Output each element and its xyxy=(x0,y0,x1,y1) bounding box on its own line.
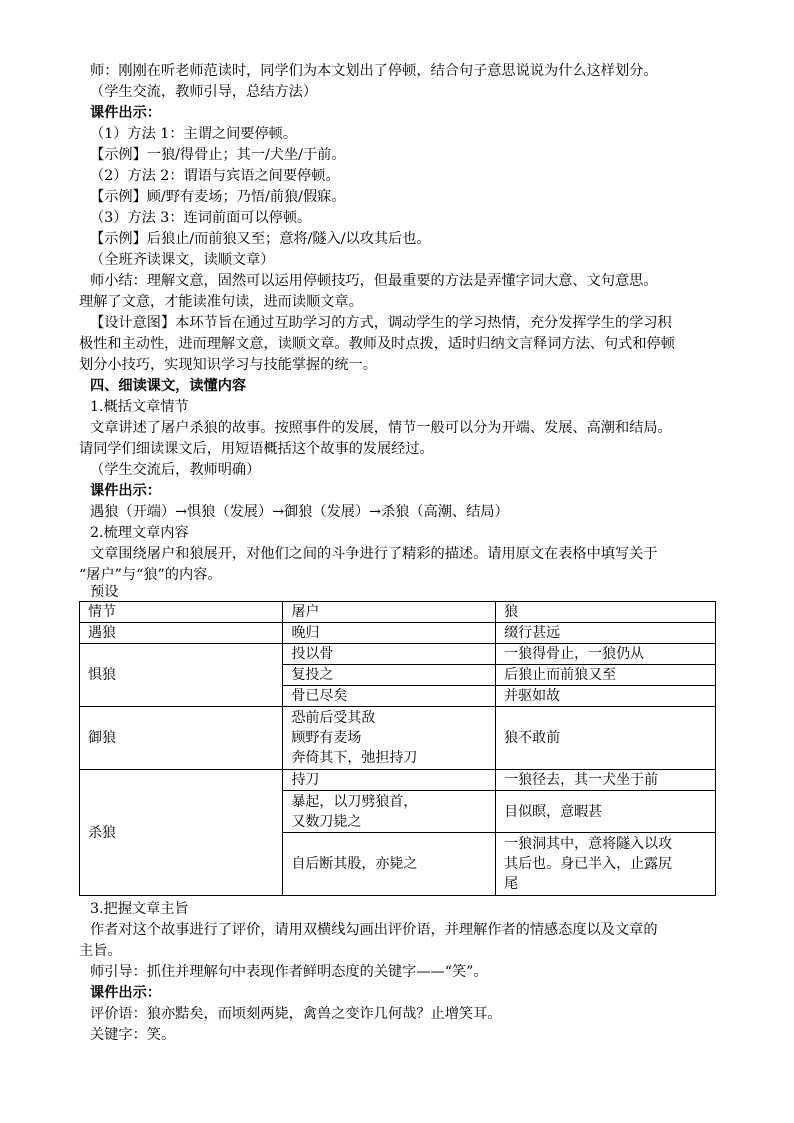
section-heading: 四、细读课文，读懂内容 xyxy=(90,378,247,394)
wolf-cell: 目似瞑，意暇甚 xyxy=(496,791,716,833)
cell-line: 恐前后受其敌 xyxy=(291,710,376,726)
table-row xyxy=(80,623,716,644)
butcher-cell: 持刀 xyxy=(283,770,496,791)
wolf-cell: 缀行甚远 xyxy=(496,623,716,644)
cell-line: 又数刀毙之 xyxy=(291,813,362,830)
design-intent: 划分小技巧，实现知识学习与技能掌握的统一。 xyxy=(79,357,377,373)
paragraph: 师引导：抓住并理解句中表现作者鲜明态度的关键字——“笑”。 xyxy=(90,964,488,980)
wolf-cell: 一狼径去，其一犬坐于前 xyxy=(496,770,716,791)
content-table xyxy=(79,601,716,896)
section-label: 课件出示： xyxy=(90,483,161,499)
stage-cell: 杀狼 xyxy=(80,770,283,896)
wolf-cell: 狼不敢前 xyxy=(496,707,716,770)
paragraph: 文章围绕屠户和狼展开，对他们之间的斗争进行了精彩的描述。请用原文在表格中填写关于 xyxy=(90,546,658,562)
paragraph: 理解了文意，才能读准句读，进而读顺文章。 xyxy=(79,294,363,310)
cell-line: 尾 xyxy=(504,876,519,892)
header-cell: 屠户 xyxy=(283,602,496,623)
section-label: 课件出示： xyxy=(90,985,161,1001)
header-cell: 情节 xyxy=(80,602,283,623)
wolf-cell: 并驱如故 xyxy=(496,686,716,707)
paragraph: （学生交流，教师引导，总结方法） xyxy=(90,84,318,100)
table-row xyxy=(80,770,716,791)
preset-label: 预设 xyxy=(90,584,119,600)
cell-line: 其后也。身已半入，止露尻 xyxy=(504,856,673,872)
butcher-cell xyxy=(283,791,496,833)
paragraph: 师：刚刚在听老师范读时，同学们为本文划出了停顿，结合句子意思说说为什么这样划分。 xyxy=(90,63,658,79)
butcher-cell xyxy=(283,707,496,770)
plot-flow: 遇狼（开端）→惧狼（发展）→御狼（发展）→杀狼（高潮、结局） xyxy=(90,504,509,520)
header-cell: 狼 xyxy=(496,602,716,623)
example-item: 【示例】一狼/得骨止；其一/犬坐/于前。 xyxy=(90,147,346,163)
keyword-line: 关键字：笑。 xyxy=(90,1027,176,1043)
wolf-cell: 后狼止而前狼又至 xyxy=(496,665,716,686)
paragraph: 作者对这个故事进行了评价，请用双横线勾画出评价语，并理解作者的情感态度以及文章的 xyxy=(90,922,658,938)
butcher-cell: 晚归 xyxy=(283,623,496,644)
stage-cell: 御狼 xyxy=(80,707,283,770)
cell-line: 一狼洞其中，意将隧入以攻 xyxy=(504,836,673,852)
table-row xyxy=(80,707,716,770)
example-item: 【示例】后狼止/而前狼又至；意将/隧入/以攻其后也。 xyxy=(90,231,431,247)
cell-line: 暴起，以刀劈狼首， xyxy=(291,793,418,810)
paragraph: 主旨。 xyxy=(79,943,122,959)
design-intent: 极性和主动性，进而理解文意，读顺文章。教师及时点拨，适时归纳文言释词方法、句式和停顿 xyxy=(79,336,675,352)
subsection-heading: 3.把握文章主旨 xyxy=(90,901,189,917)
paragraph: “屠户”与“狼”的内容。 xyxy=(79,567,222,583)
wolf-cell xyxy=(496,833,716,896)
paragraph: 文章讲述了屠户杀狼的故事。按照事件的发展，情节一般可以分为开端、发展、高潮和结局。 xyxy=(90,420,672,436)
cell-line: 顾野有麦场 xyxy=(291,730,362,746)
paragraph: （全班齐读课文，读顺文章） xyxy=(90,252,275,268)
paragraph: 师小结：理解文意，固然可以运用停顿技巧，但最重要的方法是弄懂字词大意、文句意思。 xyxy=(90,273,658,289)
method-item: （1）方法 1：主谓之间要停顿。 xyxy=(90,126,298,142)
section-label: 课件出示： xyxy=(90,105,161,121)
cell-line: 奔倚其下，弛担持刀 xyxy=(291,750,418,766)
subsection-heading: 1.概括文章情节 xyxy=(90,399,189,415)
subsection-heading: 2.梳理文章内容 xyxy=(90,525,189,541)
butcher-cell: 骨已尽矣 xyxy=(283,686,496,707)
evaluation-sentence: 评价语：狼亦黠矣，而顷刻两毙，禽兽之变诈几何哉？止增笑耳。 xyxy=(90,1006,502,1022)
example-item: 【示例】顾/野有麦场；乃悟/前狼/假寐。 xyxy=(90,189,346,205)
table-row xyxy=(80,644,716,665)
stage-cell: 遇狼 xyxy=(80,623,283,644)
butcher-cell: 自后断其股，亦毙之 xyxy=(283,833,496,896)
paragraph: 请同学们细读课文后，用短语概括这个故事的发展经过。 xyxy=(79,441,434,457)
paragraph: （学生交流后，教师明确） xyxy=(90,462,261,478)
butcher-cell: 投以骨 xyxy=(283,644,496,665)
stage-cell: 惧狼 xyxy=(80,644,283,707)
wolf-cell: 一狼得骨止，一狼仍从 xyxy=(496,644,716,665)
design-intent: 【设计意图】本环节旨在通过互助学习的方式，调动学生的学习热情，充分发挥学生的学习积 xyxy=(90,315,672,331)
method-item: （3）方法 3：连词前面可以停顿。 xyxy=(90,210,312,226)
table-header-row xyxy=(80,602,716,623)
butcher-cell: 复投之 xyxy=(283,665,496,686)
method-item: （2）方法 2：谓语与宾语之间要停顿。 xyxy=(90,168,340,184)
